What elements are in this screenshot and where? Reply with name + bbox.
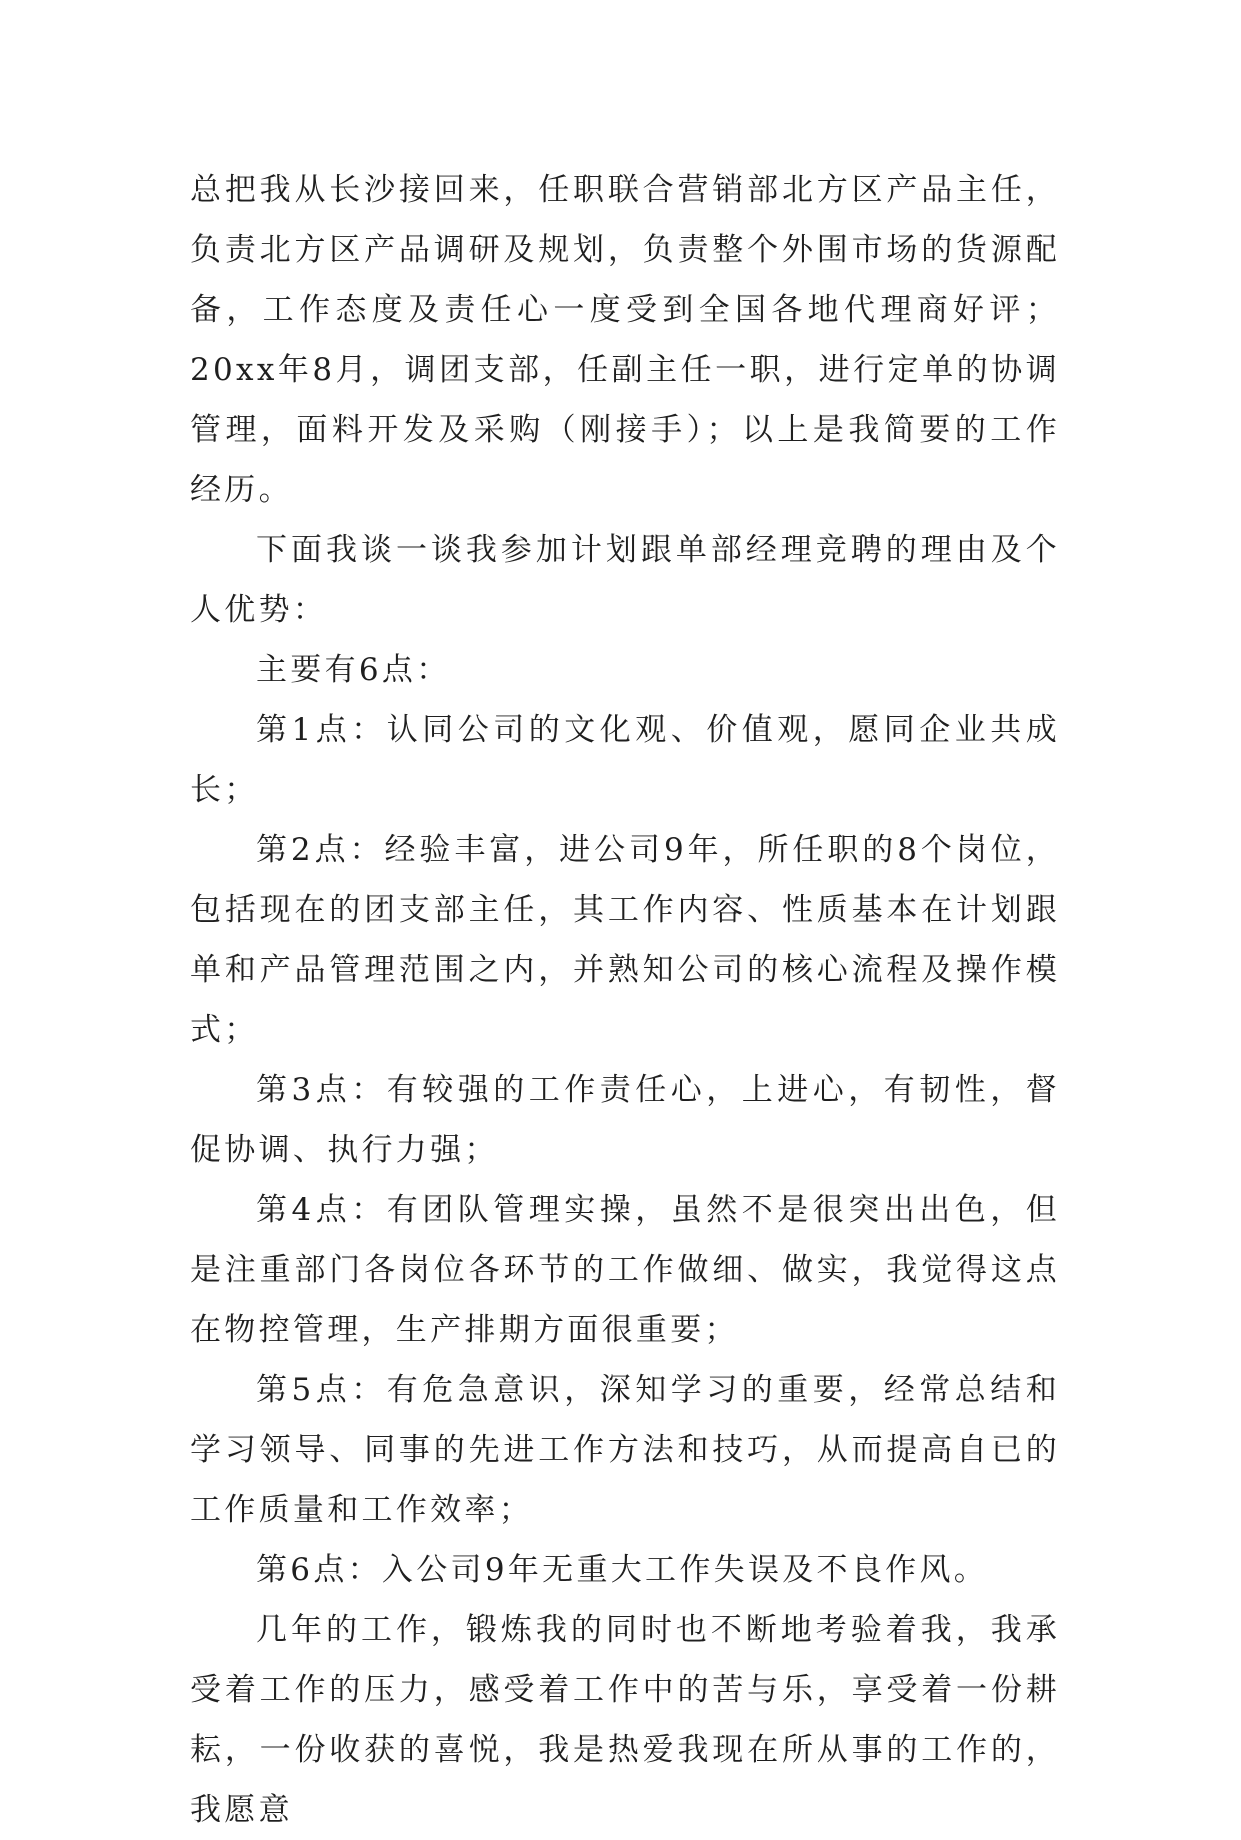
paragraph-5: 第2点：经验丰富，进公司9年，所任职的8个岗位，包括现在的团支部主任，其工作内容、性质基本在计划跟单和产品管理范围之内，并熟知公司的核心流程及操作模式；	[190, 832, 1060, 1048]
paragraph-10: 几年的工作，锻炼我的同时也不断地考验着我，我承受着工作的压力，感受着工作中的苦与乐，享受着一份耕耘，一份收获的喜悦，我是热爱我现在所从事的工作的，我愿意	[190, 1612, 1060, 1828]
document-body	[190, 160, 1060, 1840]
paragraph-3: 主要有6点：	[256, 652, 451, 688]
paragraph-1: 总把我从长沙接回来，任职联合营销部北方区产品主任，负责北方区产品调研及规划，负责整个外围市场的货源配备，工作态度及责任心一度受到全国各地代理商好评；20xx年8月，调团支部，任副主任一职，进行定单的协调管理，面料开发及采购（刚接手）；以上是我简要的工作经历。	[190, 172, 1060, 508]
paragraph-9: 第6点：入公司9年无重大工作失误及不良作风。	[256, 1552, 989, 1588]
paragraph-8: 第5点：有危急意识，深知学习的重要，经常总结和学习领导、同事的先进工作方法和技巧，从而提高自已的工作质量和工作效率；	[190, 1372, 1060, 1528]
paragraph-7: 第4点：有团队管理实操，虽然不是很突出出色，但是注重部门各岗位各环节的工作做细、做实，我觉得这点在物控管理，生产排期方面很重要；	[190, 1192, 1060, 1348]
paragraph-2: 下面我谈一谈我参加计划跟单部经理竞聘的理由及个人优势：	[190, 532, 1060, 628]
paragraph-6: 第3点：有较强的工作责任心，上进心，有韧性，督促协调、执行力强；	[190, 1072, 1060, 1168]
paragraph-4: 第1点：认同公司的文化观、价值观，愿同企业共成长；	[190, 712, 1060, 808]
